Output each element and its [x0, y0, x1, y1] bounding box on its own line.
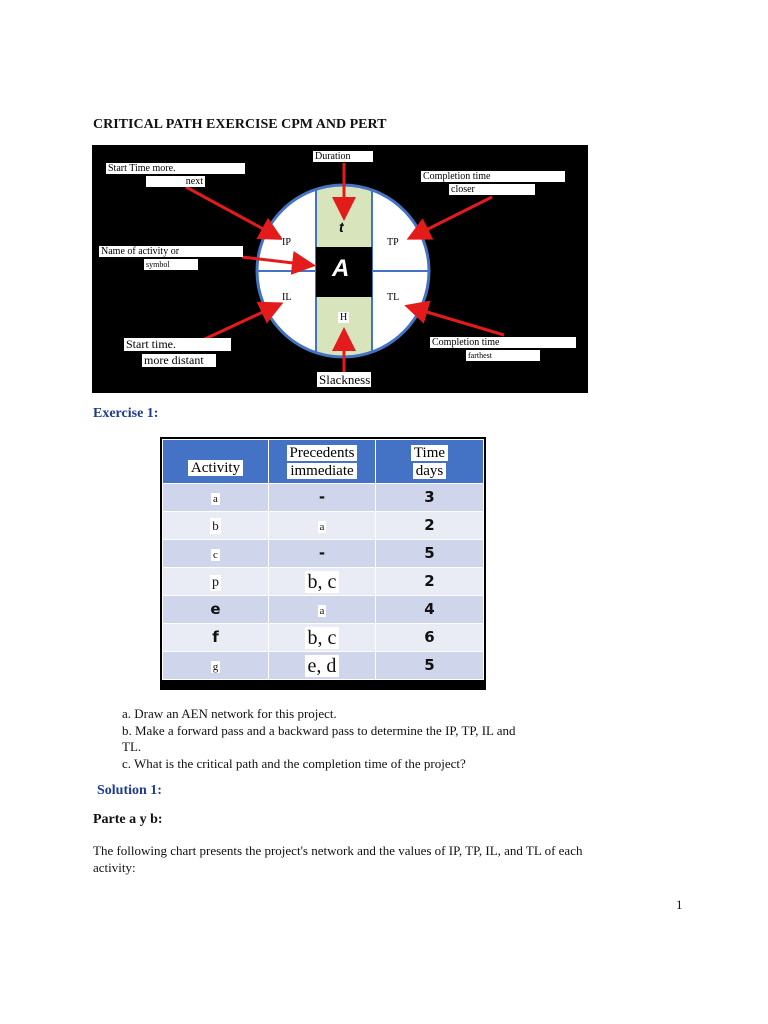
- completion-early-label-2: closer: [449, 184, 535, 195]
- page-title: CRITICAL PATH EXERCISE CPM AND PERT: [93, 117, 387, 132]
- question-b-cont: TL.: [122, 739, 142, 754]
- duration-label: Duration: [313, 151, 373, 162]
- table-row: [163, 540, 484, 568]
- activity-node-diagram: [92, 145, 588, 393]
- activity-cell: f: [212, 628, 219, 646]
- activity-symbol: A: [332, 255, 350, 282]
- question-b: b. Make a forward pass and a backward pass to determine the IP, TP, IL and: [122, 722, 516, 738]
- precedents-cell: a: [319, 520, 325, 533]
- question-c: c. What is the critical path and the completion time of the project?: [122, 755, 466, 771]
- table-row: [163, 624, 484, 652]
- completion-early-label: Completion time: [421, 171, 565, 182]
- ip-label: IP: [282, 237, 291, 248]
- start-early-label-2: next: [146, 176, 205, 187]
- activity-cell: a: [213, 492, 218, 505]
- header-precedents-2: immediate: [287, 463, 356, 479]
- il-label: IL: [282, 292, 292, 303]
- precedents-cell: -: [318, 488, 326, 506]
- time-cell: 3: [424, 488, 435, 506]
- questions: [122, 706, 542, 772]
- precedents-cell: -: [318, 544, 326, 562]
- time-cell: 2: [424, 516, 435, 534]
- duration-value: t: [339, 219, 344, 235]
- table-row: [163, 512, 484, 540]
- header-precedents: Precedents: [287, 445, 358, 461]
- activity-cell: e: [210, 600, 221, 618]
- header-time: Time: [411, 445, 448, 461]
- start-early-label: Start Time more.: [106, 163, 245, 174]
- precedents-cell: e, d: [305, 655, 340, 677]
- precedents-cell: b, c: [305, 627, 340, 649]
- start-late-label: Start time.: [124, 338, 231, 351]
- slackness-label: Slackness: [319, 372, 371, 387]
- header-time-2: days: [413, 463, 447, 479]
- activity-cell: c: [213, 548, 218, 561]
- tp-label: TP: [387, 237, 399, 248]
- table-row: [163, 652, 484, 680]
- activity-table: [160, 437, 486, 690]
- activity-name-label: Name of activity or: [99, 246, 243, 257]
- tl-label: TL: [387, 292, 400, 303]
- h-label: H: [340, 312, 348, 323]
- activity-cell: p: [212, 574, 219, 590]
- page-number: 1: [676, 897, 683, 912]
- header-activity: Activity: [188, 460, 243, 476]
- question-a: a. Draw an AEN network for this project.: [122, 706, 337, 721]
- completion-late-label: Completion time: [430, 337, 576, 348]
- start-late-label-2: more distant: [142, 354, 216, 367]
- table-row: [163, 484, 484, 512]
- precedents-cell: b, c: [305, 571, 340, 593]
- time-cell: 4: [424, 600, 435, 618]
- time-cell: 5: [424, 544, 435, 562]
- time-cell: 2: [424, 572, 435, 590]
- activity-cell: b: [212, 517, 219, 533]
- table-row: [163, 568, 484, 596]
- parte-heading: Parte a y b:: [93, 812, 163, 827]
- precedents-cell: a: [319, 604, 325, 617]
- activity-cell: g: [212, 660, 219, 673]
- time-cell: 6: [424, 628, 435, 646]
- solution-heading: Solution 1:: [97, 783, 162, 798]
- completion-late-label-2: farthest: [466, 350, 540, 361]
- intro-paragraph: The following chart presents the project's network and the values of IP, TP, IL, and TL of each activity:: [93, 843, 583, 875]
- activity-name-label-2: symbol: [144, 259, 198, 270]
- table-row: [163, 596, 484, 624]
- exercise-heading: Exercise 1:: [93, 406, 159, 421]
- time-cell: 5: [424, 656, 435, 674]
